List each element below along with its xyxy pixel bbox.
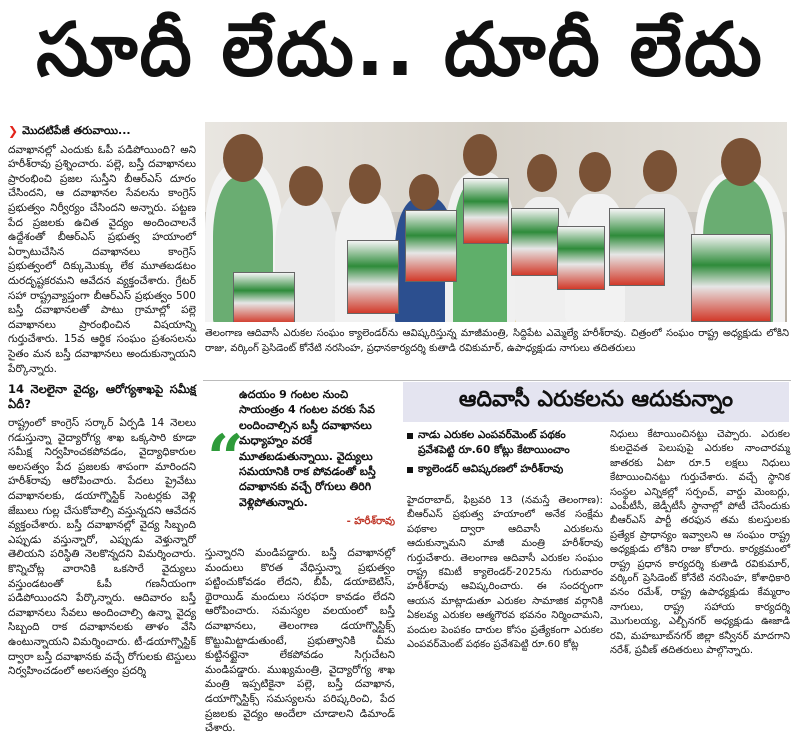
quote-text: ఉదయం 9 గంటల నుంచి సాయంత్రం 4 గంటల వరకు సేవ లందించాల్సిన బస్తీ దవాఖానలు మధ్యాహ్నం వరకే మూతబడుతున్నాయి. వైద్యులు సమయానికి రాక పోవడంతో బస్తీ దవాఖానకు వచ్చే రోగులు తిరిగి వెళ్లిపోతున్నారు. [239, 388, 376, 509]
chevron-right-icon: ❯ [8, 124, 19, 138]
box-column-1 [407, 494, 603, 654]
pull-quote [205, 387, 395, 537]
left-paragraph-2: రాష్ట్రంలో కాంగ్రెస్‌ సర్కార్‌ ఏర్పడి 14 నెలలు గడుస్తున్నా వైద్యారోగ్య శాఖ ఒక్కసారి కూడా సమీక్ష నిర్వహించకపోవడం, వైద్యాధికారుల అలసత్వం పేద ప్రజలకు శాపంగా మారిందని హరీశ్‌రావు ఆరోపించారు. పేదలు ప్రైవేటు దవాఖానలకు, డయాగ్నొస్టిక్‌ సెంటర్లకు వెళ్లి జేబులు గుల్ల చేసుకోవాల్సి వస్తున్నదని ఆవేదన వ్యక్తంచేశారు. బస్తీ దవాఖానల్లో వైద్య సిబ్బంది ఎప్పుడు వస్తున్నారో, ఎప్పుడు వెళ్తున్నారో తెలియని పరిస్థితి నెలకొన్నదని విమర్శించారు. కొన్నిచోట్ల వారానికి ఒకసారే వైద్యులు వస్తుండటంతో ఓపీ గణనీయంగా పడిపోయిందని పేర్కొన్నారు. ఆదివారం బస్తీ దవాఖానలు సేవలు అందించాల్సి ఉన్నా వైద్య సిబ్బంది రాక దవాఖానలకు తాళం వేసి ఉంటున్నాయని విమర్శించారు. టీ-డయాగ్నొస్టిక్‌ ద్వారా బస్తీ దవాఖానకు వచ్చే రోగులకు టెస్టులు నిర్వహించడంలో అలసత్వం ప్రదర్శి [8, 417, 196, 678]
bullet-item [407, 462, 603, 477]
kicker-text: మొదటిపేజీ తరువాయి... [22, 124, 131, 137]
left-paragraph: దవాఖానల్లో ఎందుకు ఓపీ పడిపోయింది? అని హరీశ్‌రావు ప్రశ్నించారు. పల్లె, బస్తీ దవాఖానలు ప్రారంభించి ప్రజల సుస్తీని బీఆర్‌ఎస్‌ దూరం చేసిందని, ఆ దవాఖానల సేవలను కాంగ్రెస్‌ ప్రభుత్వం నిర్వీర్యం చేసిందని అన్నారు. పట్టణ పేద ప్రజలకు ఉచిత వైద్యం అందించాలనే ఉద్దేశంతో బీఆర్‌ఎస్‌ ప్రభుత్వ హయాంలో ఏర్పాటుచేసిన దవాఖానలు కాంగ్రెస్‌ ప్రభుత్వంలో దిక్కుమొక్కు లేక మూతబడటం దురదృష్టకరమని ఆవేదన వ్యక్తంచేశారు. గ్రేటర్‌ సహా రాష్ట్రవ్యాప్తంగా బీఆర్‌ఎస్‌ ప్రభుత్వం 500 బస్తీ దవాఖానలతో పాటు గ్రామాల్లో పల్లె దవాఖానలు ప్రారంభించిన విషయాన్ని గుర్తుచేశారు. 15వ ఆర్థిక సంఘం ప్రశంసలను సైతం మన బస్తీ దవాఖానలు అందుకున్నాయని పేర్కొన్నారు. [8, 143, 196, 375]
bullet-item [407, 428, 603, 458]
bullet-text: నాడు ఎరుకల ఎంపవర్‌మెంట్‌ పథకం ప్రవేశపెట్టి రూ.60 కోట్లు కేటాయించాం [418, 429, 570, 456]
box-bullets [407, 428, 603, 481]
left-column [8, 124, 196, 681]
box-headline: ఆదివాసీ ఎరుకలను ఆదుకున్నాం [403, 382, 789, 422]
box-paragraph-1: హైదరాబాద్‌, ఫిబ్రవరి 13 (నమస్తే తెలంగాణ): బీఆర్‌ఎస్‌ ప్రభుత్వ హయాంలో అనేక సంక్షేమ పథకాల ద్వారా ఆదివాసీ ఎరుకలను ఆదుకున్నామని మాజీ మంత్రి హరీశ్‌రావు గుర్తుచేశారు. తెలంగాణ ఆదివాసీ ఎరుకల సంఘం రాష్ట్ర కమిటీ క్యాలెండర్‌-2025ను గురువారం హరీశ్‌రావు ఆవిష్కరించారు. ఈ సందర్భంగా ఆయన మాట్లాడుతూ ఎరుకల సామాజిక వర్గానికి ఏకలవ్య ఎరుకల ఆత్మగౌరవ భవనం నిర్మించామని, పందుల పెంపకం దారుల కోసం ప్రత్యేకంగా ఎరుకల ఎంపవర్‌మెంట్‌ పథకం ప్రవేశపెట్టి రూ.60 కోట్ల [407, 495, 603, 651]
bullet-icon [407, 467, 413, 473]
middle-column [205, 546, 395, 738]
page-headline: సూదీ లేదు.. దూదీ లేదు [36, 7, 764, 93]
bullet-icon [407, 433, 413, 439]
box-column-2 [610, 428, 790, 661]
bullet-text: క్యాలెండర్‌ ఆవిష్కరణలో హరీశ్‌రావు [418, 463, 564, 475]
divider [203, 380, 791, 381]
quote-mark-icon: “ [207, 421, 244, 496]
photo-caption: తెలంగాణ ఆదివాసీ ఎరుకల సంఘం క్యాలెండర్‌ను ఆవిష్కరిస్తున్న మాజీమంత్రి, సిద్దిపేట ఎమ్మెల్యే హరీశ్‌రావు. చిత్రంలో సంఘం రాష్ట్ర అధ్యక్షుడు లోకిని రాజు, వర్కింగ్‌ ప్రెసిడెంట్‌ కోనేటి నరసింహ, ప్రధానకార్యదర్శి కుతాడి రవికుమార్‌, ఉపాధ్యక్షుడు నాగులు తదితరులు [205, 328, 789, 354]
box-paragraph-2: నిధులు కేటాయించినట్టు చెప్పారు. ఎరుకల కులదైవత పెలుపుపై ఎరుకల నాంచారమ్మ జాతరకు ఏటా రూ.5 లక్షలు నిధులు కేటాయించినట్టు గుర్తుచేశారు. వచ్చే స్థానిక సంస్థల ఎన్నికల్లో సర్పంచ్‌, వార్డు మెంబర్లు, ఎంపీటీసీ, జెడ్పీటీసీ స్థానాల్లో పోటీ చేసేందుకు బీఆర్‌ఎస్‌ పార్టీ తరఫున తమ కులస్తులకు ప్రత్యేక ప్రాధాన్యం ఇవ్వాలని ఆ సంఘం రాష్ట్ర అధ్యక్షుడు లోకిని రాజు కోరారు. కార్యక్రమంలో రాష్ట్ర ప్రధాన కార్యదర్శి కుతాడి రవికుమార్‌, వర్కింగ్‌ ప్రెసిడెంట్‌ కోనేటి నరసింహ, కోశాధికారి వనం రమేశ్‌, రాష్ట్ర ఉపాధ్యక్షుడు కేమ్మరాం నాగులు, రాష్ట్ర సహాయ కార్యదర్శి మొగులయ్య, ఎల్బీనగర్‌ అధ్యక్షుడు ఊజాడి రవి, మహబూబ్‌నగర్‌ జిల్లా కన్వీనర్‌ మాదగాని నరేశ్‌, ప్రవీణ్‌ తదితరులు పాల్గొన్నారు. [610, 429, 790, 657]
left-subhead: 14 నెలలైనా వైద్య, ఆరోగ్యశాఖపై సమీక్ష ఏదీ? [8, 382, 196, 412]
continued-kicker [8, 124, 196, 139]
quote-attribution: - హరీశ్‌రావు [346, 516, 395, 527]
middle-paragraph: స్తున్నారని మండిపడ్డారు. బస్తీ దవాఖానల్లో మందులు కొరత వేధిస్తున్నా ప్రభుత్వం పట్టించుకోవడం లేదని, బీపీ, డయాబెటిస్‌, థైరాయిడ్‌ మందులు సరఫరా కావడం లేదని ఆరోపించారు. సమస్యల వలయంలో బస్తీ దవాఖానలు, తెలంగాణ డయాగ్నొస్టిక్స్‌ కొట్టుమిట్టాడుతుంటే, ప్రభుత్వానికి చీమ కుట్టినట్టైనా లేకపోవడం సిగ్గుచేటని మండిపడ్డారు. ముఖ్యమంత్రి, వైద్యారోగ్య శాఖ మంత్రి ఇప్పటికైనా పల్లె, బస్తీ దవాఖాన, డయాగ్నొస్టిక్స్‌ సమస్యలను పరిష్కరించి, పేద ప్రజలకు వైద్యం అందేలా చూడాలని డిమాండ్‌ చేశారు. [205, 547, 395, 735]
event-photo [205, 122, 787, 322]
